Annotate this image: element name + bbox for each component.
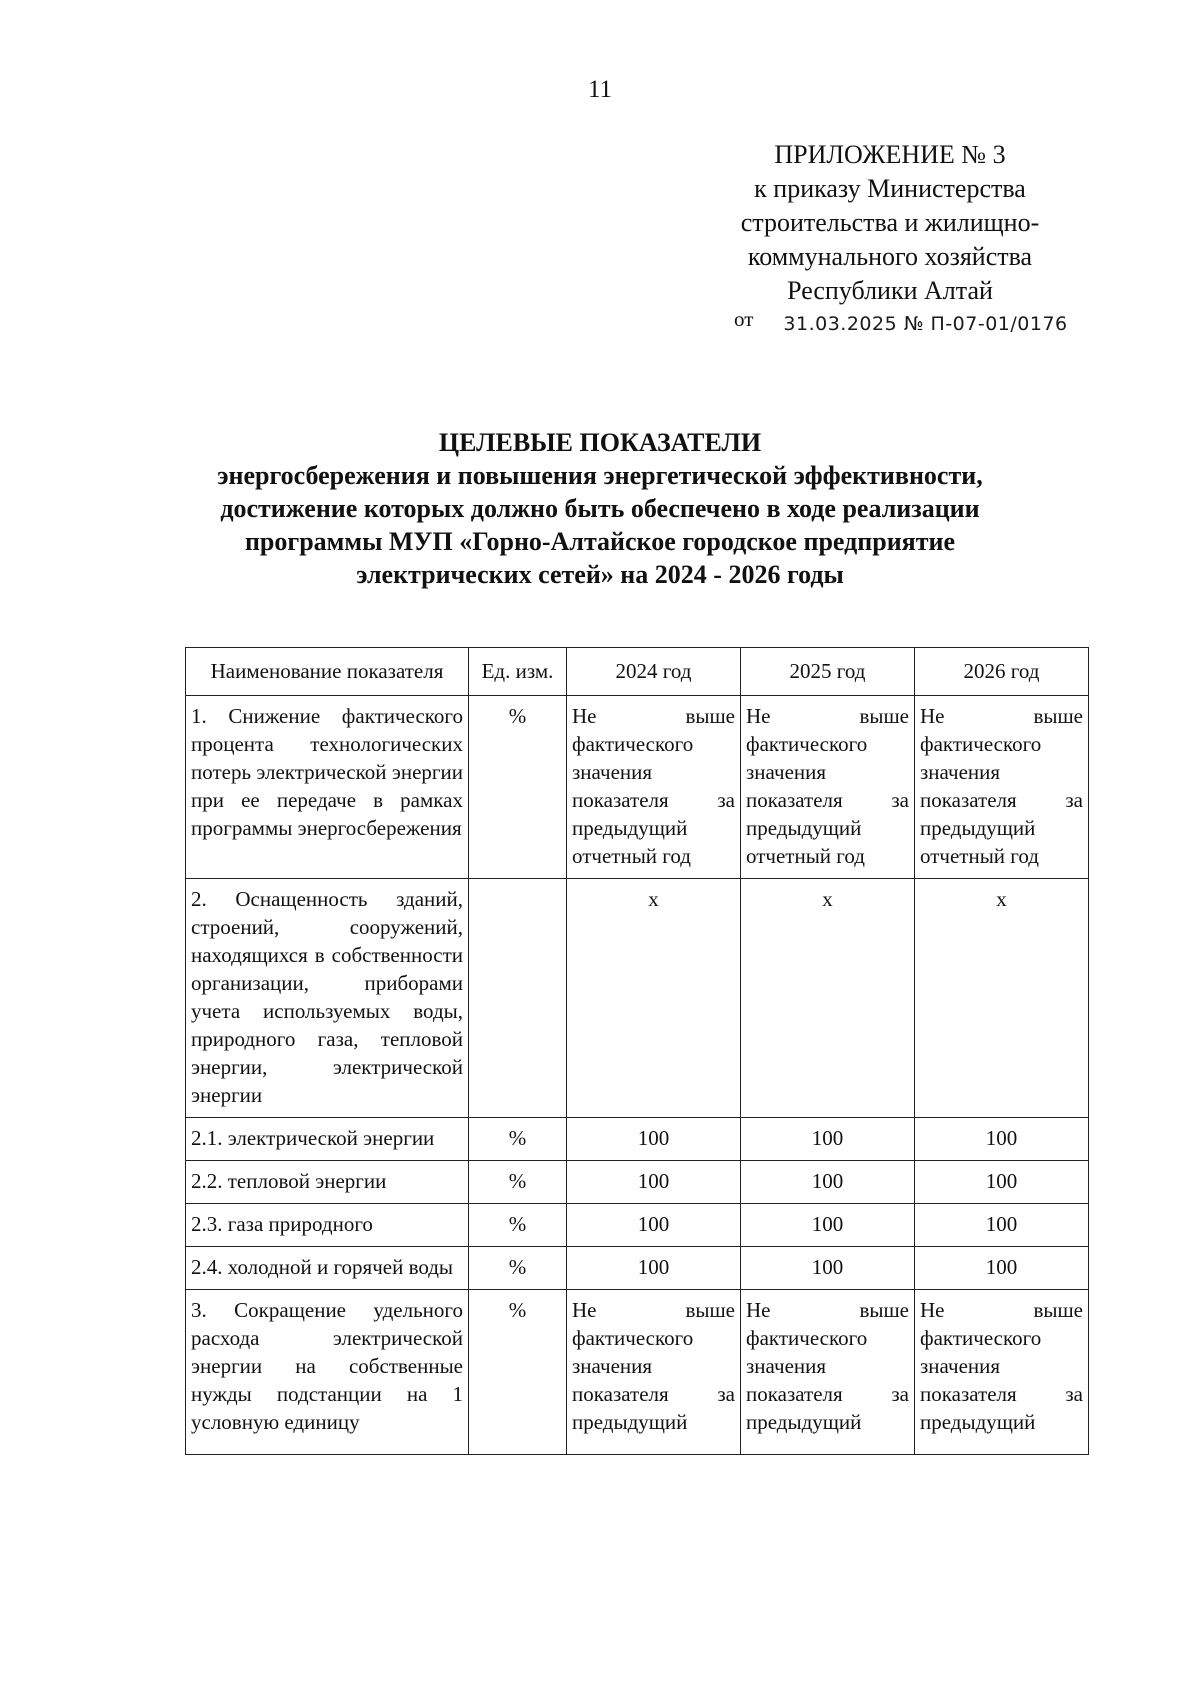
header-year-2025: 2025 год	[741, 648, 915, 696]
table-row	[186, 879, 1089, 1118]
value-2026: 100	[915, 1161, 1089, 1204]
header-year-2026: 2026 год	[915, 648, 1089, 696]
title-line: достижение которых должно быть обеспечено в ходе реализации	[220, 494, 980, 523]
indicator-name: 2.1. электрической энергии	[186, 1118, 469, 1161]
value-2026: х	[915, 879, 1089, 1118]
indicator-name	[186, 1290, 469, 1455]
indicator-unit	[469, 879, 567, 1118]
value-2025: х	[741, 879, 915, 1118]
appendix-header	[700, 138, 1080, 308]
indicator-unit: %	[469, 696, 567, 879]
order-ot-label: от	[734, 307, 754, 331]
value-2024	[567, 1290, 741, 1455]
indicator-unit: %	[469, 1247, 567, 1290]
document-title	[160, 426, 1040, 591]
value-2026: Не выше фактического значения показателя за предыдущий отчетный год	[915, 696, 1089, 879]
header-unit: Ед. изм.	[469, 648, 567, 696]
value-2025: 100	[741, 1161, 915, 1204]
value-2026	[915, 1290, 1089, 1455]
value-2025: 100	[741, 1118, 915, 1161]
value-2024-text: Не выше фактического значения показателя за предыдущий	[572, 1298, 735, 1434]
indicator-unit: %	[469, 1161, 567, 1204]
value-2024: х	[567, 879, 741, 1118]
value-2026-text: Не выше фактического значения показателя за предыдущий	[920, 1298, 1083, 1434]
header-year-2024: 2024 год	[567, 648, 741, 696]
order-date-number: 31.03.2025 № П-07-01/0176	[783, 313, 1068, 335]
appendix-line: к приказу Министерства	[754, 174, 1026, 203]
table-row	[186, 1161, 1089, 1204]
page-number: 11	[587, 76, 613, 103]
indicator-name: 2.2. тепловой энергии	[186, 1161, 469, 1204]
value-2025: 100	[741, 1204, 915, 1247]
appendix-line: строительства и жилищно-	[740, 208, 1040, 237]
value-2024: 100	[567, 1161, 741, 1204]
table-row	[186, 1118, 1089, 1161]
value-2024: 100	[567, 1204, 741, 1247]
indicator-name: 2.4. холодной и горячей воды	[186, 1247, 469, 1290]
table-row	[186, 696, 1089, 879]
title-line: электрических сетей» на 2024 - 2026 годы	[356, 560, 844, 589]
indicator-name-text: 3. Сокращение удельного расхода электрической энергии на собственные нужды подстанции на 1 условную единицу	[191, 1298, 463, 1434]
appendix-line: Республики Алтай	[787, 276, 993, 305]
appendix-title: ПРИЛОЖЕНИЕ № 3	[774, 140, 1006, 169]
value-2026: 100	[915, 1247, 1089, 1290]
value-2026: 100	[915, 1204, 1089, 1247]
value-2024: Не выше фактического значения показателя за предыдущий отчетный год	[567, 696, 741, 879]
value-2024: 100	[567, 1118, 741, 1161]
value-2024: 100	[567, 1247, 741, 1290]
table-header-row	[186, 648, 1089, 696]
value-2025: Не выше фактического значения показателя за предыдущий отчетный год	[741, 696, 915, 879]
indicator-unit: %	[469, 1118, 567, 1161]
value-2025: 100	[741, 1247, 915, 1290]
table-row	[186, 1204, 1089, 1247]
indicator-name: 2.3. газа природного	[186, 1204, 469, 1247]
indicator-unit: %	[469, 1290, 567, 1455]
header-indicator-name: Наименование показателя	[186, 648, 469, 696]
table-row	[186, 1247, 1089, 1290]
order-reference	[734, 307, 1068, 336]
indicator-name: 1. Снижение фактического процента технологических потерь электрической энергии при ее передаче в рамках программы энергосбережения	[186, 696, 469, 879]
table-row	[186, 1290, 1089, 1455]
title-line: программы МУП «Горно-Алтайское городское предприятие	[244, 527, 956, 556]
title-heading: ЦЕЛЕВЫЕ ПОКАЗАТЕЛИ	[438, 428, 762, 457]
value-2025-text: Не выше фактического значения показателя за предыдущий	[746, 1298, 909, 1434]
title-line: энергосбережения и повышения энергетической эффективности,	[217, 461, 983, 490]
value-2025	[741, 1290, 915, 1455]
indicators-table	[185, 647, 1089, 1455]
indicator-name: 2. Оснащенность зданий, строений, сооружений, находящихся в собственности организации, приборами учета используемых воды, природного газа, тепловой энергии, электрической энергии	[186, 879, 469, 1118]
appendix-line: коммунального хозяйства	[747, 242, 1033, 271]
indicator-unit: %	[469, 1204, 567, 1247]
value-2026: 100	[915, 1118, 1089, 1161]
